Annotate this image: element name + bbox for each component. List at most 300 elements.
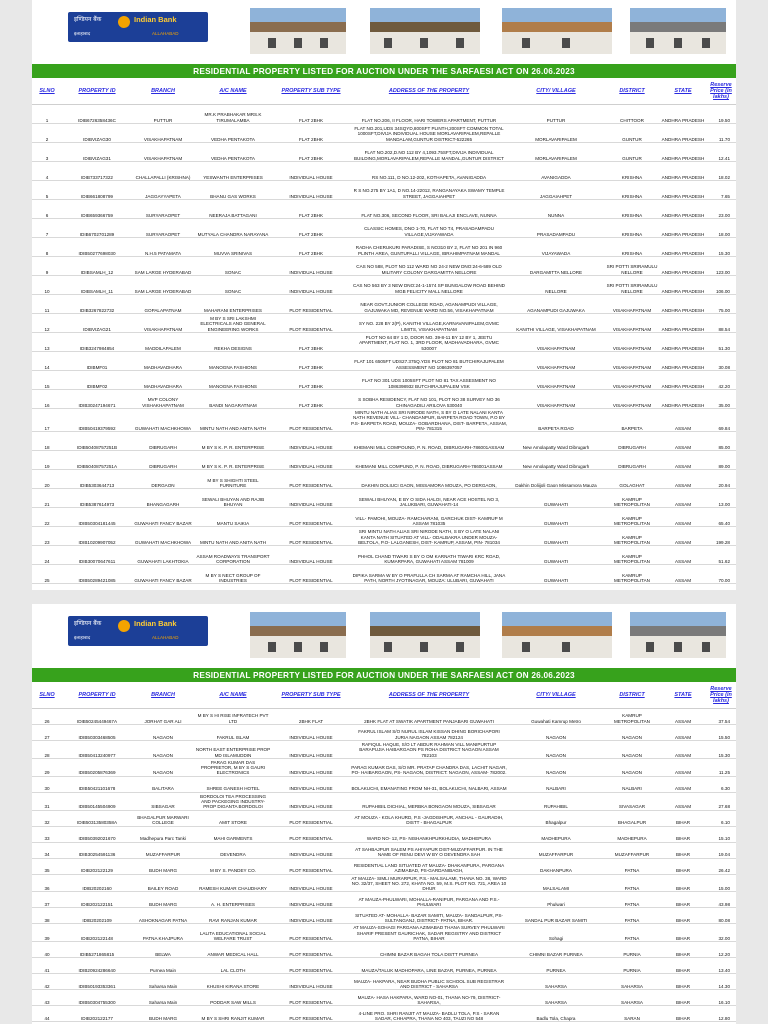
cell-address: VILL- PAMOHI, MOUZA- RAMCHARANI, GARCHUK DIST- KAMRUP M ASSAM 781035	[350, 508, 508, 527]
indian-bank-logo	[68, 12, 208, 42]
cell-city-village: NAGAON	[508, 758, 604, 776]
cell-state: ANDHRA PRADESH	[660, 181, 706, 200]
cell-property-sub-type: PLOT RESIDENTIAL	[272, 565, 350, 584]
bank-tagline-right: ALLAHABAD	[152, 31, 179, 36]
cell-reserve-price: 106.00	[706, 276, 736, 295]
cell-ac-name: VEDHA PENTAKOTA	[194, 143, 272, 162]
cell-property-sub-type: FLAT 2BHK	[272, 124, 350, 143]
cell-address: BOLAKUCHI, EMANATING FROM NH-31, BOLAKUCHI, NALBARI, ASSAM	[350, 776, 508, 792]
cell-branch: SAM LARGE HYDERABAD	[132, 276, 194, 295]
column-header-property-id: PROPERTY ID	[62, 78, 132, 105]
cell-sl-no: 24	[32, 546, 62, 565]
cell-property-sub-type: PLOT RESIDENTIAL	[272, 409, 350, 432]
cell-reserve-price: 37.54	[706, 709, 736, 725]
table-row	[32, 908, 736, 924]
cell-ac-name: BHANU GAS WORKS	[194, 181, 272, 200]
cell-property-id: IDIB659366759	[62, 200, 132, 219]
cell-reserve-price: 199.28	[706, 527, 736, 546]
column-header-sl-no: SLNO	[32, 78, 62, 105]
table-row	[32, 333, 736, 352]
cell-property-id: IDIB50408757251A	[62, 451, 132, 470]
table-row	[32, 295, 736, 314]
cell-sl-no: 2	[32, 124, 62, 143]
cell-sl-no: 32	[32, 810, 62, 826]
cell-sl-no: 39	[32, 924, 62, 942]
cell-district: SRI POTTI SRIRAMULU NELLORE	[604, 276, 660, 295]
cell-address: AT MAUZA-PHULWARI, MOHALLA-RANIPUR, PARGANA AND P.S.- PHULWARI	[350, 892, 508, 908]
cell-city-village: GUWAHATI	[508, 565, 604, 584]
cell-state: ASSAM	[660, 489, 706, 508]
cell-ac-name: M BY S SRI LAKSHMI ELECTRICALS AND GENERAL ENGINEERING WORKS	[194, 314, 272, 333]
table-row	[32, 257, 736, 276]
cell-city-village: New Amolapatty Ward Dibrugarh	[508, 432, 604, 451]
bank-name: Indian Bank	[134, 15, 177, 24]
bank-emblem-icon	[118, 16, 130, 28]
cell-property-id: IDIB50289421085	[62, 565, 132, 584]
cell-reserve-price: 89.00	[706, 451, 736, 470]
cell-reserve-price: 85.00	[706, 432, 736, 451]
cell-reserve-price: 16.10	[706, 990, 736, 1006]
table-header-row	[32, 682, 736, 709]
cell-branch: Purnea Main	[132, 958, 194, 974]
cell-city-village: NUNNA	[508, 200, 604, 219]
cell-ac-name: MAHARANI ENTERPRISES	[194, 295, 272, 314]
auction-title: RESIDENTIAL PROPERTY LISTED FOR AUCTION UNDER THE SARFAESI ACT ON 26.06.2023	[32, 64, 736, 78]
cell-branch: SAM LARGE HYDERABAD	[132, 257, 194, 276]
cell-sl-no: 7	[32, 219, 62, 238]
cell-ac-name: PODDAR SAW MILLS	[194, 990, 272, 1006]
cell-property-sub-type: FLAT 2BHK	[272, 238, 350, 257]
page-two	[32, 604, 736, 1024]
cell-sl-no: 16	[32, 390, 62, 409]
cell-ac-name: NEERAJA BATTAGANI	[194, 200, 272, 219]
cell-address: FAKRUL ISLAM S/O NURUL ISLAM KISSAN DHING BORICHAPORI JURIA NAGAON ASSAM 782124	[350, 725, 508, 741]
page-banner	[32, 0, 736, 64]
table-row	[32, 974, 736, 990]
cell-city-village: NAGAON	[508, 725, 604, 741]
cell-state: ASSAM	[660, 776, 706, 792]
cell-city-village: RUPAHIBIL	[508, 792, 604, 810]
cell-address: AT MOUZA - KOLA KHURD, P.S -JAGDISHPUR, ANCHAL - GAURADIH, DISTT - BHAGALPUR	[350, 810, 508, 826]
cell-property-sub-type: INDIVIDUAL HOUSE	[272, 792, 350, 810]
cell-district: VISAKHAPATNAM	[604, 314, 660, 333]
table-row	[32, 489, 736, 508]
cell-address: DIPIKA SARMA W BY O PRAFULLA CH SARMA AT RAMCHA HILL, JANA PATH, NORTH JYOTINAGAR, MOUZA: ULUBARI, GUWAHATI	[350, 565, 508, 584]
cell-city-village: New Amolapatty Ward Dibrugarh	[508, 451, 604, 470]
cell-branch: MADHAVADHARA	[132, 352, 194, 371]
cell-reserve-price: 15.50	[706, 725, 736, 741]
column-header-reserve-price: Reserve Price (in lakhs)	[706, 682, 736, 709]
cell-property-id: IDIB50413240977	[62, 741, 132, 759]
cell-sl-no: 17	[32, 409, 62, 432]
cell-reserve-price: 69.84	[706, 409, 736, 432]
cell-sl-no: 31	[32, 792, 62, 810]
cell-city-village: VISAKHAPATNAM	[508, 333, 604, 352]
column-header-reserve-price: Reserve Price (in lakhs)	[706, 78, 736, 105]
cell-state: ANDHRA PRADESH	[660, 238, 706, 257]
cell-address: SEWALI BHUYAN, E BY O SIDA HALOI, NEAR ACE HOSTEL NO 3, JALUKBARI, GUWAHATI-14	[350, 489, 508, 508]
table-row	[32, 546, 736, 565]
cell-ac-name: ASSAM ROADWAYS TRANSPORT CORPORATION	[194, 546, 272, 565]
cell-address: MAUZA/TALUK MADHOPARA, LINE BAZAR, PURNEA, PURNEA	[350, 958, 508, 974]
cell-property-sub-type: INDIVIDUAL HOUSE	[272, 974, 350, 990]
column-header-property-sub-type: PROPERTY SUB TYPE	[272, 682, 350, 709]
cell-ac-name: MINTU NATH AND ANITA NATH	[194, 527, 272, 546]
cell-sl-no: 15	[32, 371, 62, 390]
cell-district: PATNA	[604, 924, 660, 942]
cell-state: ANDHRA PRADESH	[660, 200, 706, 219]
cell-property-sub-type: PLOT RESIDENTIAL	[272, 470, 350, 489]
cell-property-id: IDIB3247984854	[62, 333, 132, 352]
table-row	[32, 776, 736, 792]
cell-branch: DIBRUGARH	[132, 432, 194, 451]
column-header-address: ADDRESS OF THE PROPERTY	[350, 682, 508, 709]
cell-sl-no: 18	[32, 432, 62, 451]
cell-address: KHEMANI MILL COMPUND, P. N. ROAD, DIBRUGARH-786001ASSAM	[350, 451, 508, 470]
cell-state: ANDHRA PRADESH	[660, 295, 706, 314]
cell-district: KRISHNA	[604, 162, 660, 181]
cell-property-id: IDIB50304755300	[62, 990, 132, 1006]
cell-sl-no: 27	[32, 725, 62, 741]
cell-state: BIHAR	[660, 974, 706, 990]
cell-ac-name: LAL CLOTH	[194, 958, 272, 974]
cell-branch: BHAGALPUR MARWARI COLLEGE	[132, 810, 194, 826]
cell-city-village: Sohagi	[508, 924, 604, 942]
cell-district: SAHARSA	[604, 974, 660, 990]
cell-branch: GUWAHATI LAKHTOKIA	[132, 546, 194, 565]
cell-reserve-price: 13.00	[706, 489, 736, 508]
cell-city-village: KANITHI VILLAGE, VISAKHAPATNAM	[508, 314, 604, 333]
cell-property-sub-type: FLAT 2BHK	[272, 105, 350, 124]
cell-property-sub-type: FLAT 3BHK	[272, 352, 350, 371]
cell-district: VISAKHAPATNAM	[604, 333, 660, 352]
cell-ac-name: REKHA DESIGNS	[194, 333, 272, 352]
cell-reserve-price: 12.80	[706, 1006, 736, 1022]
cell-reserve-price: 6.30	[706, 776, 736, 792]
table-row	[32, 1006, 736, 1022]
cell-branch: MADHAVADHARA	[132, 371, 194, 390]
cell-branch: GUWAHATI FANCY BAZAR	[132, 565, 194, 584]
cell-branch: NAGAON	[132, 758, 194, 776]
cell-ac-name: M BY S SHRI RANJIT KUMAR	[194, 1006, 272, 1022]
page-one	[32, 0, 736, 590]
cell-reserve-price: 51.62	[706, 546, 736, 565]
house-photo	[630, 612, 726, 658]
cell-district: KRISHNA	[604, 200, 660, 219]
cell-ac-name: SEWALI BHUYAN AND RAJIB BHUYAN	[194, 489, 272, 508]
cell-reserve-price: 6.10	[706, 810, 736, 826]
cell-sl-no: 8	[32, 238, 62, 257]
cell-address: AT SAHBAJPUR SALEM PS AHIYAPUR DIST-MUZAFFARPUR. IN THE NAME OF RENU DEVI W BY O DEVENDRA SAH	[350, 842, 508, 858]
cell-city-village: GUWAHATI	[508, 508, 604, 527]
table-row	[32, 924, 736, 942]
cell-property-sub-type: PLOT RESIDENTIAL	[272, 858, 350, 874]
cell-state: BIHAR	[660, 990, 706, 1006]
cell-city-village: MALSALAMI	[508, 874, 604, 892]
cell-ac-name: MUVVA SRINIVAS	[194, 238, 272, 257]
cell-ac-name: YESWANTH ENTERPRISES	[194, 162, 272, 181]
cell-property-sub-type: INDIVIDUAL HOUSE	[272, 842, 350, 858]
cell-property-sub-type: PLOT RESIDENTIAL	[272, 942, 350, 958]
cell-reserve-price: 18.00	[706, 219, 736, 238]
cell-branch: DERGAON	[132, 470, 194, 489]
cell-sl-no: 20	[32, 470, 62, 489]
cell-sl-no: 21	[32, 489, 62, 508]
cell-branch: MVP COLONY VISHAKHAPATNAM	[132, 390, 194, 409]
cell-sl-no: 12	[32, 314, 62, 333]
cell-address: RESIDENTIAL LAND SITUATED AT MAUZA- DHAKANPURA, PARGANA AZIMABAD, PS-GARDANIBAGH,	[350, 858, 508, 874]
cell-ac-name: SONAC	[194, 257, 272, 276]
cell-sl-no: 30	[32, 776, 62, 792]
cell-property-sub-type: PLOT RESIDENTIAL	[272, 990, 350, 1006]
cell-property-sub-type: PLOT RESIDENTIAL	[272, 810, 350, 826]
cell-sl-no: 10	[32, 276, 62, 295]
cell-reserve-price: 18.02	[706, 162, 736, 181]
cell-district: PATNA	[604, 858, 660, 874]
cell-property-sub-type: INDIVIDUAL HOUSE	[272, 489, 350, 508]
cell-city-village: Dakhin Doliijoli Gaon Missamora Mauza	[508, 470, 604, 489]
cell-state: BIHAR	[660, 942, 706, 958]
table-row	[32, 725, 736, 741]
cell-sl-no: 41	[32, 958, 62, 974]
cell-address: SITUATED AT- MOHALLA- BAZAR SAMITI, MAUZA- SANDALPUR, PS- SULTANGANJ, DISTRICT- PATNA, BIHAR.	[350, 908, 508, 924]
table-row	[32, 124, 736, 143]
cell-address: DAKHIN DOLIUCI GAON, MISSAMORA MOUZA, PO DERGAON,	[350, 470, 508, 489]
cell-state: ASSAM	[660, 432, 706, 451]
cell-district: KRISHNA	[604, 219, 660, 238]
cell-property-id: IDIB10209907052	[62, 527, 132, 546]
cell-district: DIBRUGARH	[604, 432, 660, 451]
cell-district: KAMRUP METROPOLITAN	[604, 565, 660, 584]
cell-reserve-price: 11.25	[706, 758, 736, 776]
cell-address: 2BHK FLAT AT SWATIK APARTMENT PANJABARI GUWAHATI	[350, 709, 508, 725]
cell-property-id: IDIBVIZAG30	[62, 124, 132, 143]
cell-property-sub-type: PLOT RESIDENTIAL	[272, 508, 350, 527]
cell-city-village: Badlu Tola, Chapra	[508, 1006, 604, 1022]
cell-city-village: DAKHANPURA	[508, 858, 604, 874]
cell-branch: JORHAT GAR ALI	[132, 709, 194, 725]
cell-branch: N.H.5 PATAMATA	[132, 238, 194, 257]
cell-address: S SOBHA RESIDENCY, FLAT NO 101, PLOT NO 38 SURVEY NO 36 CHINAGADILI ARILOVA 530040	[350, 390, 508, 409]
cell-branch: GOPALAPATNAM	[132, 295, 194, 314]
cell-property-sub-type: INDIVIDUAL HOUSE	[272, 908, 350, 924]
cell-district: MUZAFFARPUR	[604, 842, 660, 858]
cell-sl-no: 42	[32, 974, 62, 990]
cell-property-sub-type: PLOT RESIDENTIAL	[272, 924, 350, 942]
cell-sl-no: 14	[32, 352, 62, 371]
cell-ac-name: A. H. ENTERPRISES	[194, 892, 272, 908]
bank-hindi-name: इण्डियन बैंक	[74, 620, 102, 627]
cell-city-village: MUZAFFARPUR	[508, 842, 604, 858]
house-photo	[370, 612, 480, 658]
table-row	[32, 352, 736, 371]
cell-property-sub-type: PLOT RESIDENTIAL	[272, 527, 350, 546]
column-header-property-sub-type: PROPERTY SUB TYPE	[272, 78, 350, 105]
cell-sl-no: 6	[32, 200, 62, 219]
cell-city-village: DARGAMITTA NELLORE	[508, 257, 604, 276]
cell-branch: GUWAHATI FANCY BAZAR	[132, 508, 194, 527]
table-body	[32, 105, 736, 584]
cell-address: RAFIQUL HAQUE, S/O LT ABDUR RAHMAN VILL MANIPURTUP BARAPUJIA HAIBARGAON PS ROHA DISTRICT NAGAON ASSAM 782103	[350, 741, 508, 759]
cell-district: GUNTUR	[604, 143, 660, 162]
cell-property-sub-type: PLOT RESIDENTIAL	[272, 314, 350, 333]
column-header-sl-no: SLNO	[32, 682, 62, 709]
cell-ac-name: ANWAR MEDICAL HALL	[194, 942, 272, 958]
cell-district: NAGAON	[604, 741, 660, 759]
cell-ac-name: MAHI GARMENTS	[194, 826, 272, 842]
bank-emblem-icon	[118, 620, 130, 632]
cell-branch: BELWA	[132, 942, 194, 958]
cell-city-village: SANDAL PUR BAZAR SAMITI	[508, 908, 604, 924]
cell-state: BIHAR	[660, 908, 706, 924]
cell-city-village: MADHEPURA	[508, 826, 604, 842]
cell-property-sub-type: INDIVIDUAL HOUSE	[272, 874, 350, 892]
cell-sl-no: 23	[32, 527, 62, 546]
table-row	[32, 942, 736, 958]
cell-ac-name: BANDI NAGARATNAM	[194, 390, 272, 409]
cell-reserve-price: 12.41	[706, 143, 736, 162]
cell-ac-name: MANOGNA FASHIONS	[194, 371, 272, 390]
column-header-ac-name: A/C NAME	[194, 78, 272, 105]
cell-city-village: GUWAHATI	[508, 546, 604, 565]
cell-branch: Saharsa Main	[132, 990, 194, 1006]
cell-property-id: IDIB50313580358A	[62, 810, 132, 826]
cell-state: ASSAM	[660, 451, 706, 470]
table-row	[32, 758, 736, 776]
cell-address: FLAT NO.206, II FLOOR, HARI TOWERS APARTMENT, PUTTUR	[350, 105, 508, 124]
cell-sl-no: 19	[32, 451, 62, 470]
cell-reserve-price: 88.54	[706, 314, 736, 333]
cell-ac-name: AMIT STORE	[194, 810, 272, 826]
cell-district: NAGAON	[604, 758, 660, 776]
cell-branch: SIBSAGAR	[132, 792, 194, 810]
table-row	[32, 842, 736, 858]
column-header-address: ADDRESS OF THE PROPERTY	[350, 78, 508, 105]
cell-branch: VISAKHAPATNAM	[132, 314, 194, 333]
cell-property-id: IDIB6726358436C	[62, 105, 132, 124]
cell-branch: MUZAFFARPUR	[132, 842, 194, 858]
table-row	[32, 741, 736, 759]
cell-ac-name: M BY S. PANDEY CO.	[194, 858, 272, 874]
table-row	[32, 200, 736, 219]
cell-address: NEAR GOVT.JUNIOR COLLEGE ROAD, AGANAMPUDI VILLAGE, GAJUWAKA MD, REVENUE WARD NO.56, VISAKHAPATNAM	[350, 295, 508, 314]
cell-property-sub-type: INDIVIDUAL HOUSE	[272, 546, 350, 565]
cell-district: MADHEPURA	[604, 826, 660, 842]
cell-reserve-price: 13.40	[706, 958, 736, 974]
table-row	[32, 508, 736, 527]
bank-tagline-left: इलाहाबाद	[74, 31, 91, 36]
cell-address: FLAT 101 6505FT UDS27.375Q.YDS PLOT NO 81 BUTCHIRAJUPALEM ASSESSMENT NO 1086397057	[350, 352, 508, 371]
cell-property-sub-type: INDIVIDUAL HOUSE	[272, 892, 350, 908]
cell-district: KAMRUP METROPOLITAN	[604, 709, 660, 725]
table-row	[32, 219, 736, 238]
cell-property-sub-type: INDIVIDUAL HOUSE	[272, 181, 350, 200]
cell-property-sub-type: PLOT RESIDENTIAL	[272, 295, 350, 314]
cell-ac-name: MANTU SAIKIA	[194, 508, 272, 527]
cell-ac-name: SONAC	[194, 276, 272, 295]
cell-property-id: IDIB50145504909	[62, 792, 132, 810]
cell-state: ASSAM	[660, 565, 706, 584]
cell-district: BARPETA	[604, 409, 660, 432]
cell-address: CHIMNI BAZAR BAGAH TOLA DISTT PURNEA	[350, 942, 508, 958]
table-row	[32, 371, 736, 390]
cell-city-village: PURNEA	[508, 958, 604, 974]
cell-city-village: GUWAHATI	[508, 489, 604, 508]
bank-tagline-left: इलाहाबाद	[74, 635, 91, 640]
cell-property-id: IDIB202122177	[62, 1006, 132, 1022]
cell-district: VISAKHAPATNAM	[604, 295, 660, 314]
cell-address: 4-LINE PRO. SHRI RANJIT AT MAUZA- BADLU TOLA, P.S - SARAN SADAR, CHHAPRA, THANA NO 403, TAUZI NO 548	[350, 1006, 508, 1022]
cell-state: ANDHRA PRADESH	[660, 143, 706, 162]
cell-city-village: SAHARSA	[508, 990, 604, 1006]
cell-reserve-price: 15.30	[706, 238, 736, 257]
cell-property-id: IDIB50303468505	[62, 725, 132, 741]
cell-state: ASSAM	[660, 792, 706, 810]
cell-reserve-price: 14.30	[706, 974, 736, 990]
cell-ac-name: M BY S K. P. R. ENTERPRISE	[194, 432, 272, 451]
cell-branch: VISAKHAPATNAM	[132, 143, 194, 162]
cell-reserve-price: 26.42	[706, 858, 736, 874]
cell-state: BIHAR	[660, 826, 706, 842]
cell-property-id: IDIB5387614973	[62, 489, 132, 508]
cell-address: RS NO.111, D NO.12-202, KOTHAPETA, AVANIGADDA	[350, 162, 508, 181]
cell-ac-name: M BY S SHIGHTI STEEL FURNITURE	[194, 470, 272, 489]
cell-property-sub-type: INDIVIDUAL HOUSE	[272, 725, 350, 741]
cell-sl-no: 29	[32, 758, 62, 776]
bank-tagline-right: ALLAHABAD	[152, 635, 179, 640]
cell-property-id: IDIB50277698030	[62, 238, 132, 257]
cell-property-sub-type: INDIVIDUAL HOUSE	[272, 758, 350, 776]
cell-address: PARAG KUMAR DAS, S/O MR. PRATAP CHANDRA DAS, LACHIT NAGAR, PO- HAIBARGAON, PS- NAGAON, DISTRICT: NAGAON, ASSAM- 782002.	[350, 758, 508, 776]
cell-branch: SURYARAOPET	[132, 200, 194, 219]
cell-property-id: IDIB50421101678	[62, 776, 132, 792]
column-header-state: STATE	[660, 682, 706, 709]
cell-reserve-price: 23.00	[706, 200, 736, 219]
cell-property-sub-type: FLAT 2BHK	[272, 200, 350, 219]
cell-address: FLAT NO.202,D.NO 112 BY 4,1093.75SFT,DIVIJA INDIVIDUAL BUILDING,MORLAVARIPALEM,REPALLE MANDAL,GUNTUR DISTRICT	[350, 143, 508, 162]
cell-district: KRISHNA	[604, 181, 660, 200]
house-photo	[250, 612, 346, 658]
cell-address: AT MAUZA-SOHAGI PARGANA AZIMABAD THANA SURVEY PHULWARI SHARIF PRESENT GAURICHAK, SADAR REGISTRY AND DISTRICT PATNA, BIHAR	[350, 924, 508, 942]
cell-ac-name: M BY S K. P. R. ENTERPRISE	[194, 451, 272, 470]
cell-property-id: IDIB50304181445	[62, 508, 132, 527]
cell-state: BIHAR	[660, 924, 706, 942]
cell-city-village: MORLAVARIPALEM	[508, 143, 604, 162]
table-row	[32, 432, 736, 451]
cell-reserve-price: 30.08	[706, 352, 736, 371]
cell-state: ANDHRA PRADESH	[660, 371, 706, 390]
table-row	[32, 409, 736, 432]
cell-reserve-price: 20.94	[706, 470, 736, 489]
cell-state: BIHAR	[660, 810, 706, 826]
cell-reserve-price: 51.30	[706, 333, 736, 352]
table-row	[32, 990, 736, 1006]
cell-sl-no: 22	[32, 508, 62, 527]
cell-district: NALBARI	[604, 776, 660, 792]
cell-district: PATNA	[604, 874, 660, 892]
cell-city-village: SAHARSA	[508, 974, 604, 990]
cell-address: SY NO. 228 BY 2(P), KANITHI VILLAGE,KARNAVANIPALEM,GVMC LIMITS, VISAKHAPATNAM	[350, 314, 508, 333]
cell-branch: PUTTUR	[132, 105, 194, 124]
cell-reserve-price: 15.10	[706, 826, 736, 842]
cell-city-village: MORLAVARIPALEM	[508, 124, 604, 143]
cell-district: PATNA	[604, 908, 660, 924]
cell-district: VISAKHAPATNAM	[604, 390, 660, 409]
table-row	[32, 162, 736, 181]
table-row	[32, 276, 736, 295]
cell-state: ANDHRA PRADESH	[660, 162, 706, 181]
column-header-property-id: PROPERTY ID	[62, 682, 132, 709]
